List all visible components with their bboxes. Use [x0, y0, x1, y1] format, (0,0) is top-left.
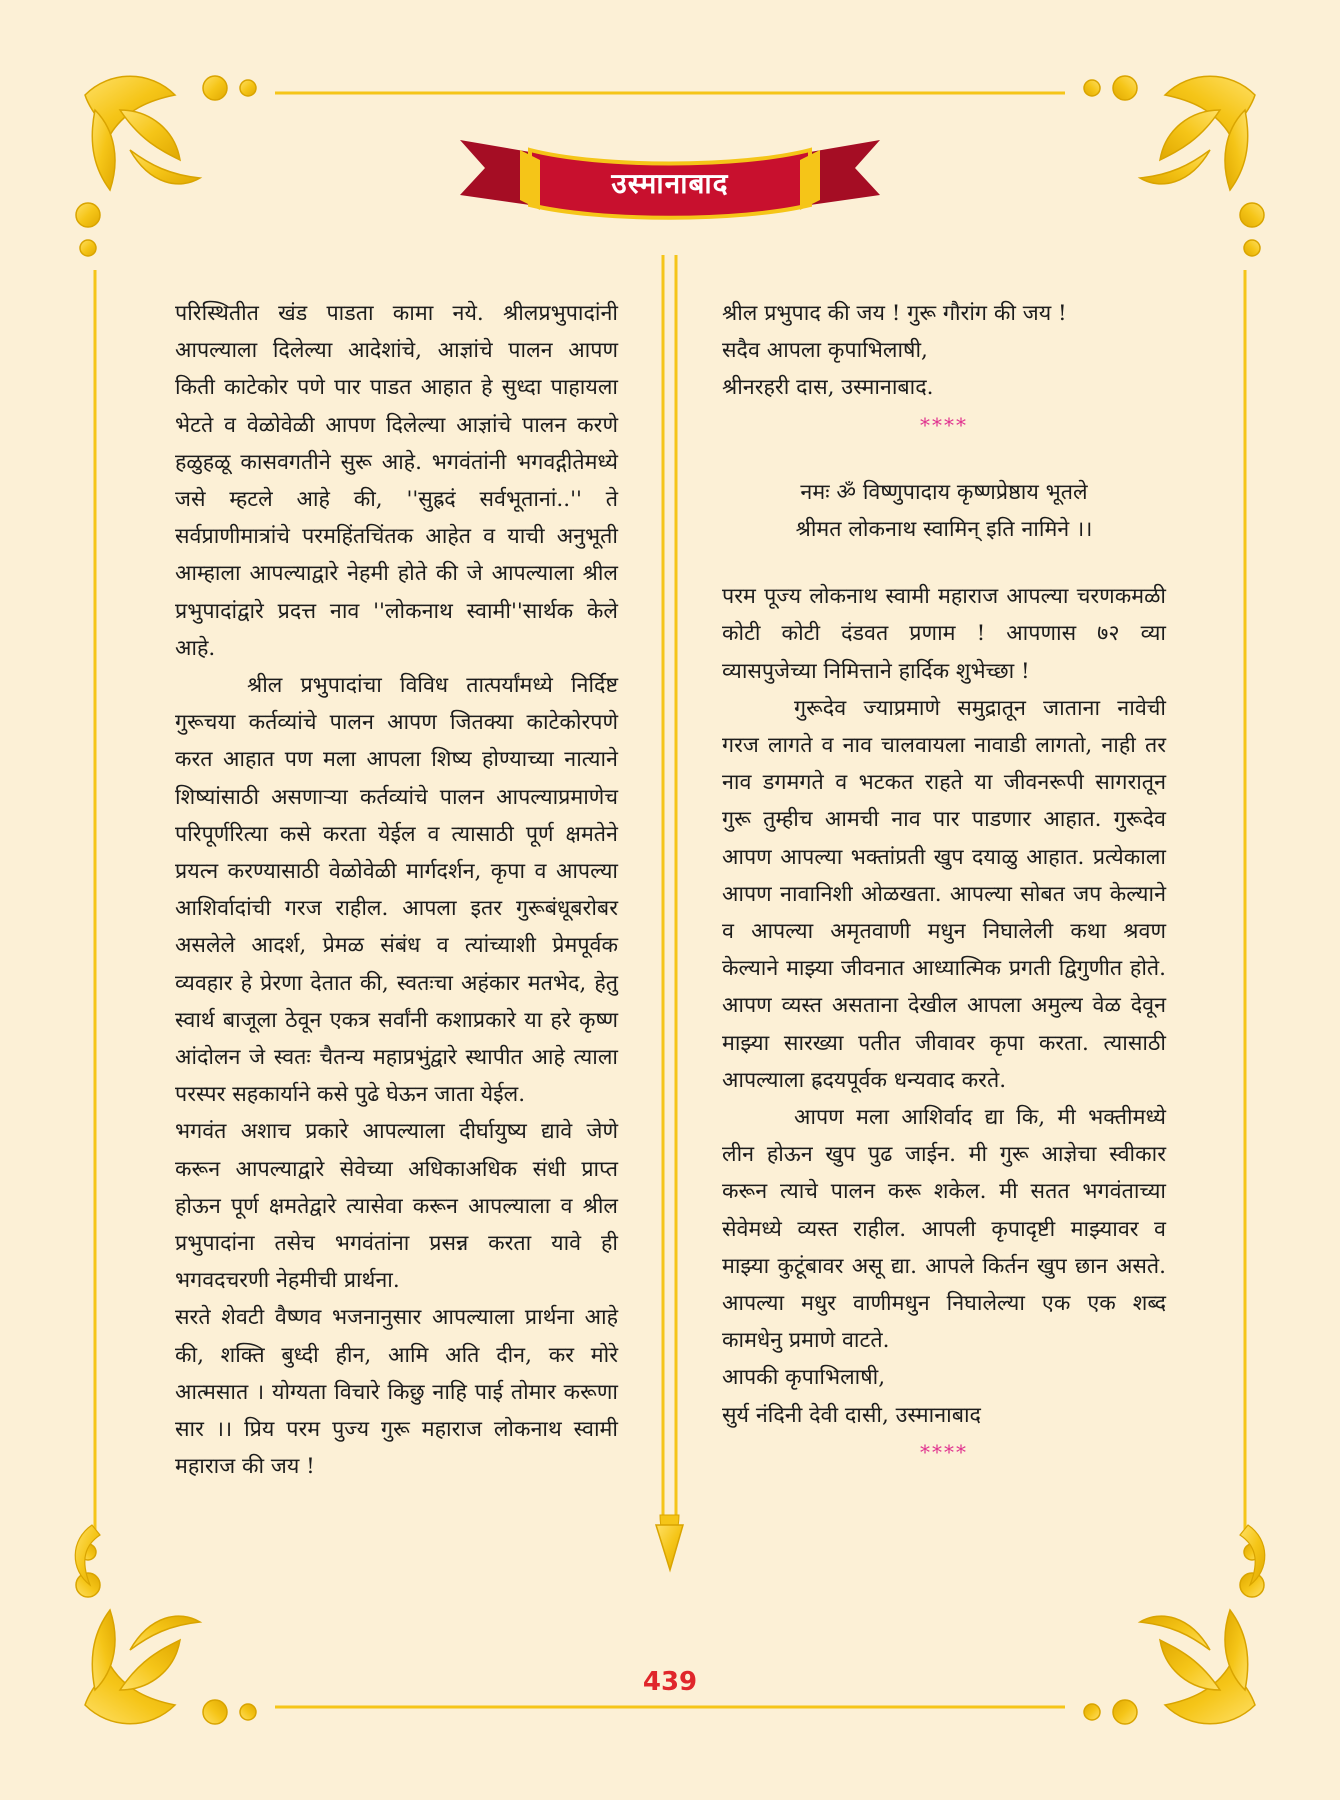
corner-ornament-top-left	[76, 76, 256, 256]
column-divider	[656, 255, 683, 1570]
paragraph: भगवंत अशाच प्रकारे आपल्याला दीर्घायुष्य द्यावे जेणे करून आपल्याद्वारे सेवेच्या अधिकाअधिक संधी प्राप्त होऊन पूर्ण क्षमतेद्वारे त्यासेवा करून आपल्याला व श्रील प्रभुपादांना तसेच भगवंतांना प्रसन्न करता यावे ही भगवदचरणी नेहमीची प्रार्थना.	[175, 1119, 618, 1294]
paragraph: गुरूदेव ज्याप्रमाणे समुद्रातून जाताना नावेची गरज लागते व नाव चालवायला नावाडी लागतो, नाही तर नाव डगमगते व भटकत राहते या जीवनरूपी सागरातून गुरू तुम्हीच आमची नाव पार पाडणार आहात. गुरूदेव आपण आपल्या भक्तांप्रती खुप दयाळु आहात. प्रत्येकाला आपण नावानिशी ओळखता. आपल्या सोबत जप केल्याने व आपल्या अमृतवाणी मधुन निघालेली कथा श्रवण केल्याने माझ्या जीवनात आध्यात्मिक प्रगती द्विगुणीत होते. आपण व्यस्त असताना देखील आपला अमुल्य वेळ देवून माझ्या सारख्या पतीत जीवावर कृपा करता. त्यासाठी आपल्याला ह्रदयपूर्वक धन्यवाद करते.	[722, 695, 1166, 1093]
paragraph: सरते शेवटी वैष्णव भजनानुसार आपल्याला प्रार्थना आहे की, शक्ति बुध्दी हीन, आमि अति दीन, कर मोरे आत्मसात । योग्यता विचारे किछु नाहि पाई तोमार करूणा सार ।। प्रिय परम पुज्य गुरू महाराज लोकनाथ स्वामी महाराज की जय !	[175, 1305, 618, 1480]
corner-ornament-bottom-left	[76, 1544, 256, 1724]
closing-line: श्रीनरहरी दास, उस्मानाबाद.	[722, 375, 934, 401]
right-column	[722, 295, 1166, 1471]
corner-ornament-top-right	[1084, 76, 1264, 256]
corner-ornament-bottom-right	[1084, 1544, 1264, 1724]
closing-line: सुर्य नंदिनी देवी दासी, उस्मानाबाद	[722, 1402, 981, 1428]
separator-stars: ****	[920, 412, 968, 437]
verse-line: नमः ॐ विष्णुपादाय कृष्णप्रेष्ठाय भूतले	[800, 479, 1088, 505]
closing-line: सदैव आपला कृपाभिलाषी,	[722, 338, 928, 364]
verse-line: श्रीमत लोकनाथ स्वामिन् इति नामिने ।।	[795, 517, 1093, 543]
page-title: उस्मानाबाद	[611, 167, 729, 200]
paragraph: परिस्थितीत खंड पाडता कामा नये. श्रीलप्रभुपादांनी आपल्याला दिलेल्या आदेशांचे, आज्ञांचे पालन आपण किती काटेकोर पणे पार पाडत आहात हे सुध्दा पाहायला भेटते व वेळोवेळी आपण दिलेल्या आज्ञांचे पालन करणे हळुहळू कासवगतीने सुरू आहे. भगवंतांनी भगवद्गीतेमध्ये जसे म्हटले आहे की, ''सुह्रदं सर्वभूतानां..'' ते सर्वप्राणीमात्रांचे परमहिंतचिंतक आहेत व याची अनुभूती आम्हाला आपल्याद्वारे नेहमी होते की जे आपल्याला श्रील प्रभुपादांद्वारे प्रदत्त नाव ''लोकनाथ स्वामी''सार्थक केले आहे.	[175, 301, 618, 661]
left-column	[175, 295, 618, 1486]
closing-line: श्रील प्रभुपाद की जय ! गुरू गौरांग की जय !	[722, 301, 1067, 326]
paragraph: परम पूज्य लोकनाथ स्वामी महाराज आपल्या चरणकमळी कोटी कोटी दंडवत प्रणाम ! आपणास ७२ व्या व्यासपुजेच्या निमित्ताने हार्दिक शुभेच्छा !	[722, 584, 1166, 684]
paragraph: आपण मला आशिर्वाद द्या कि, मी भक्तीमध्ये लीन होऊन खुप पुढ जाईन. मी गुरू आज्ञेचा स्वीकार करून त्याचे पालन करू शकेल. मी सतत भगवंताच्या सेवेमध्ये व्यस्त राहील. आपली कृपादृष्टी माझ्यावर व माझ्या कुटूंबावर असू द्या. आपले किर्तन खुप छान असते. आपल्या मधुर वाणीमधुन निघालेल्या एक एक शब्द कामधेनु प्रमाणे वाटते.	[722, 1105, 1166, 1354]
closing-line: आपकी कृपाभिलाषी,	[722, 1365, 886, 1391]
paragraph: श्रील प्रभुपादांचा विविध तात्पर्यांमध्ये निर्दिष्ट गुरूचया कर्तव्यांचे पालन आपण जितक्या काटेकोरपणे करत आहात पण मला आपला शिष्य होण्याच्या नात्याने शिष्यांसाठी असणाऱ्या कर्तव्यांचे पालन आपल्याप्रमाणेच परिपूर्णरित्या कसे करता येईल व त्यासाठी पूर्ण क्षमतेने प्रयत्न करण्यासाठी वेळोवेळी मार्गदर्शन, कृपा व आपल्या आशिर्वादांची गरज राहील. आपला इतर गुरूबंधूबरोबर असलेले आदर्श, प्रेमळ संबंध व त्यांच्याशी प्रेमपूर्वक व्यवहार हे प्रेरणा देतात की, स्वतःचा अहंकार मतभेद, हेतु स्वार्थ बाजूला ठेवून एकत्र सर्वांनी कशाप्रकारे या हरे कृष्ण आंदोलन जे स्वतः चैतन्य महाप्रभुंद्वारे स्थापीत आहे त्याला परस्पर सहकार्याने कसे पुढे घेऊन जाता येईल.	[175, 673, 618, 1108]
page-number: 439	[642, 1667, 698, 1697]
separator-stars: ****	[920, 1439, 968, 1464]
